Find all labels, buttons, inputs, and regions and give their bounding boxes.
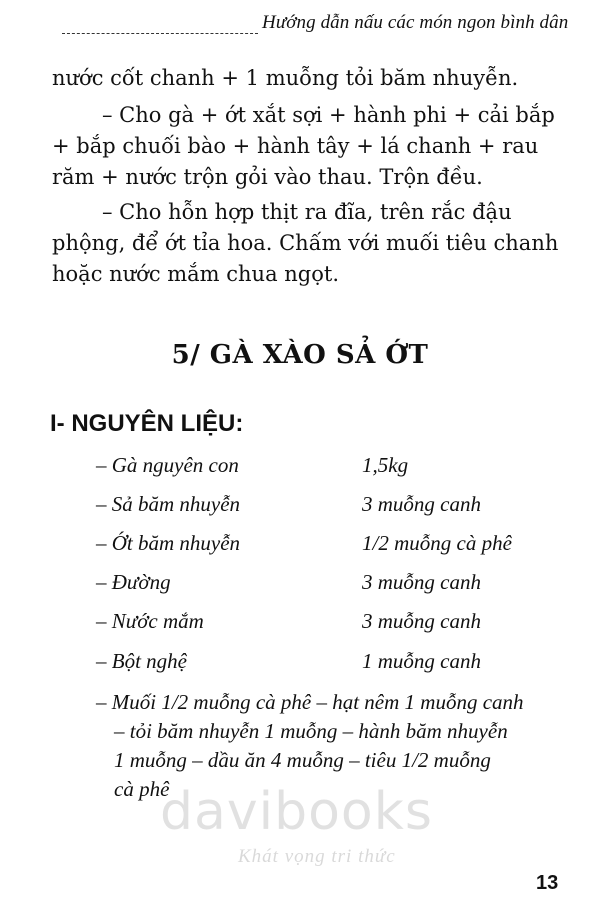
ingredient-quantity: 3 muỗng canh	[362, 609, 481, 633]
ingredient-name: – Ớt băm nhuyễn	[96, 531, 241, 555]
ingredients-heading: I- NGUYÊN LIỆU:	[50, 410, 244, 437]
body-paragraph: – Cho hỗn hợp thịt ra đĩa, trên rắc đậu phộng, để ớt tỉa hoa. Chấm với muối tiêu chanh hoặc nước mắm chua ngọt.	[52, 200, 559, 286]
ingredient-name: – Gà nguyên con	[96, 453, 239, 477]
body-paragraph: nước cốt chanh + 1 muỗng tỏi băm nhuyễn.	[52, 66, 519, 90]
ingredient-quantity: 1 muỗng canh	[362, 649, 481, 673]
ingredient-quantity: 1/2 muỗng cà phê	[362, 531, 512, 555]
recipe-title: 5/ GÀ XÀO SẢ ỚT	[171, 340, 429, 370]
watermark-tagline: Khát vọng tri thức	[238, 846, 396, 867]
body-paragraph: – Cho gà + ớt xắt sợi + hành phi + cải bắp + bắp chuối bào + hành tây + lá chanh + rau răm + nước trộn gỏi vào thau. Trộn đều.	[52, 103, 555, 189]
ingredient-note-line: cà phê	[114, 777, 170, 801]
page-number: 13	[536, 872, 559, 894]
ingredient-note-line: – tỏi băm nhuyễn 1 muỗng – hành băm nhuyễn	[114, 719, 508, 743]
ingredient-name: – Nước mắm	[96, 609, 204, 633]
ingredient-note-line: – Muối 1/2 muỗng cà phê – hạt nêm 1 muỗng canh	[96, 690, 524, 714]
ingredient-note-line: 1 muỗng – dầu ăn 4 muỗng – tiêu 1/2 muỗng	[114, 748, 491, 772]
ingredient-quantity: 3 muỗng canh	[362, 570, 481, 594]
header-rule	[62, 33, 258, 34]
ingredient-name: – Sả băm nhuyễn	[96, 492, 241, 516]
ingredient-name: – Đường	[96, 570, 171, 594]
running-header: Hướng dẫn nấu các món ngon bình dân	[262, 12, 569, 33]
watermark-brand: davibooks	[160, 782, 433, 842]
ingredient-quantity: 3 muỗng canh	[362, 492, 481, 516]
ingredient-quantity: 1,5kg	[362, 453, 409, 477]
ingredient-name: – Bột nghệ	[96, 649, 187, 673]
